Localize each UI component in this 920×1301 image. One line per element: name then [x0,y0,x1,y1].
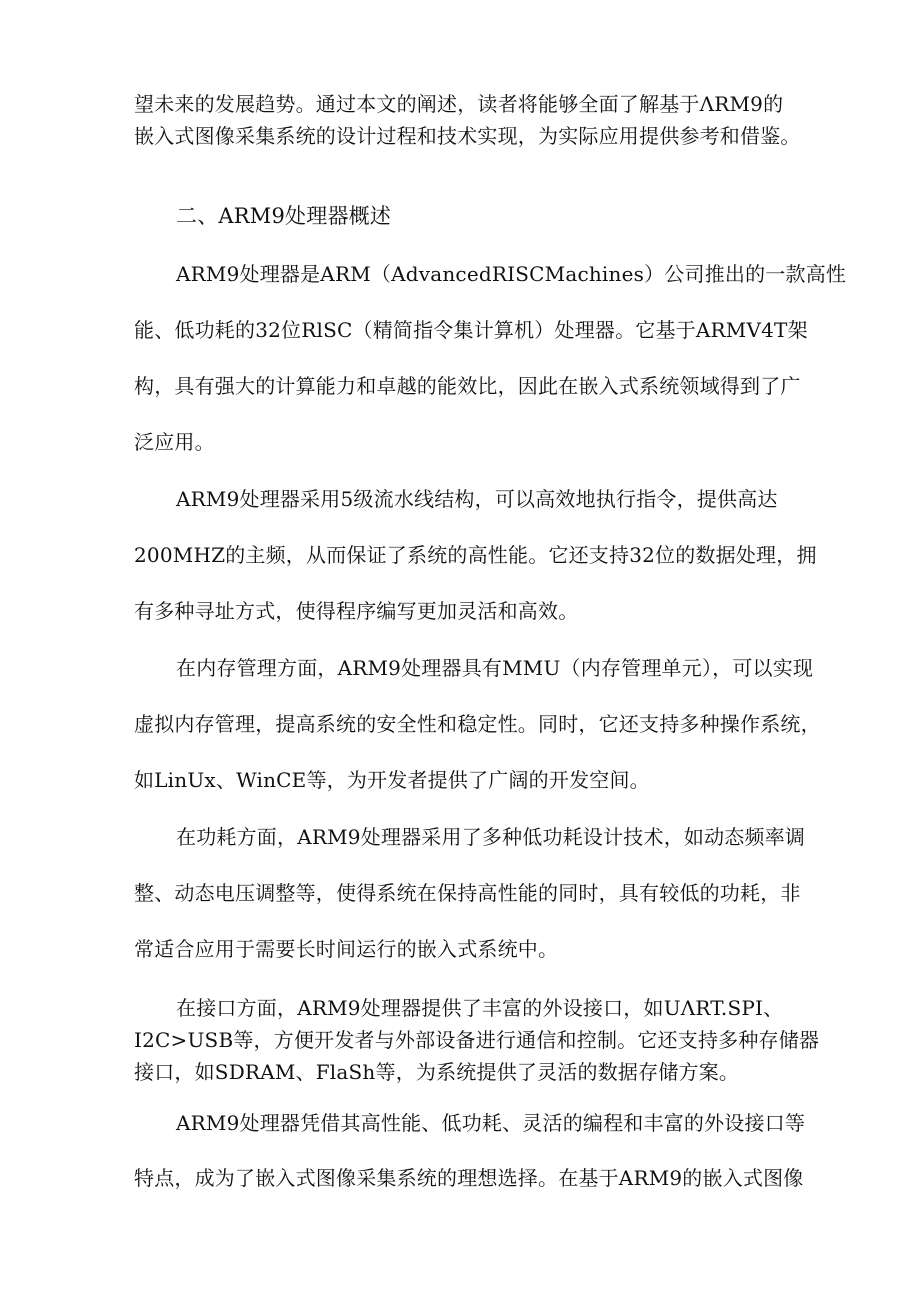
paragraph-4-line-2: 整、动态电压调整等，使得系统在保持高性能的同时，具有较低的功耗，非 [134,881,801,905]
paragraph-5-line-2: I2C>USB等，方便开发者与外部设备进行通信和控制。它还支持多种存储器 [134,1028,820,1052]
paragraph-4-line-3: 常适合应用于需要长时间运行的嵌入式系统中。 [134,937,559,961]
intro-line-2: 嵌入式图像采集系统的设计过程和技术实现，为实际应用提供参考和借鉴。 [134,124,801,148]
paragraph-1-line-3: 构，具有强大的计算能力和卓越的能效比，因此在嵌入式系统领域得到了广 [134,374,801,398]
paragraph-2-line-3: 有多种寻址方式，使得程序编写更加灵活和高效。 [134,599,579,623]
intro-line-1: 望未来的发展趋势。通过本文的阐述，读者将能够全面了解基于ΛRM9的 [134,92,784,116]
paragraph-4-line-1: 在功耗方面，ARM9处理器采用了多种低功耗设计技术，如动态频率调 [176,825,806,849]
paragraph-3-line-1: 在内存管理方面，ARM9处理器具有MMU（内存管理单元），可以实现 [176,656,814,680]
section-heading: 二、ARM9处理器概述 [176,204,392,228]
paragraph-1-line-1: ARM9处理器是ARM（AdvancedRISCMachines）公司推出的一款高性 [176,262,847,286]
paragraph-3-line-2: 虚拟内存管理，提高系统的安全性和稳定性。同时，它还支持多种操作系统， [134,712,821,736]
paragraph-1-line-4: 泛应用。 [134,430,215,454]
paragraph-2-line-1: ARM9处理器采用5级流水线结构，可以高效地执行指令，提供高达 [176,487,778,511]
paragraph-2-line-2: 200MHZ的主频，从而保证了系统的高性能。它还支持32位的数据处理，拥 [134,543,817,567]
paragraph-6-line-2: 特点，成为了嵌入式图像采集系统的理想选择。在基于ARM9的嵌入式图像 [134,1166,804,1190]
paragraph-6-line-1: ARM9处理器凭借其高性能、低功耗、灵活的编程和丰富的外设接口等 [176,1111,806,1135]
paragraph-3-line-3: 如LinUx、WinCE等，为开发者提供了广阔的开发空间。 [134,768,650,792]
paragraph-5-line-1: 在接口方面，ARM9处理器提供了丰富的外设接口，如UΛRT.SPI、 [176,996,784,1020]
paragraph-5-line-3: 接口，如SDRAM、FlaSh等，为系统提供了灵活的数据存储方案。 [134,1060,740,1084]
paragraph-1-line-2: 能、低功耗的32位RlSC（精简指令集计算机）处理器。它基于ARMV4T架 [134,318,808,342]
